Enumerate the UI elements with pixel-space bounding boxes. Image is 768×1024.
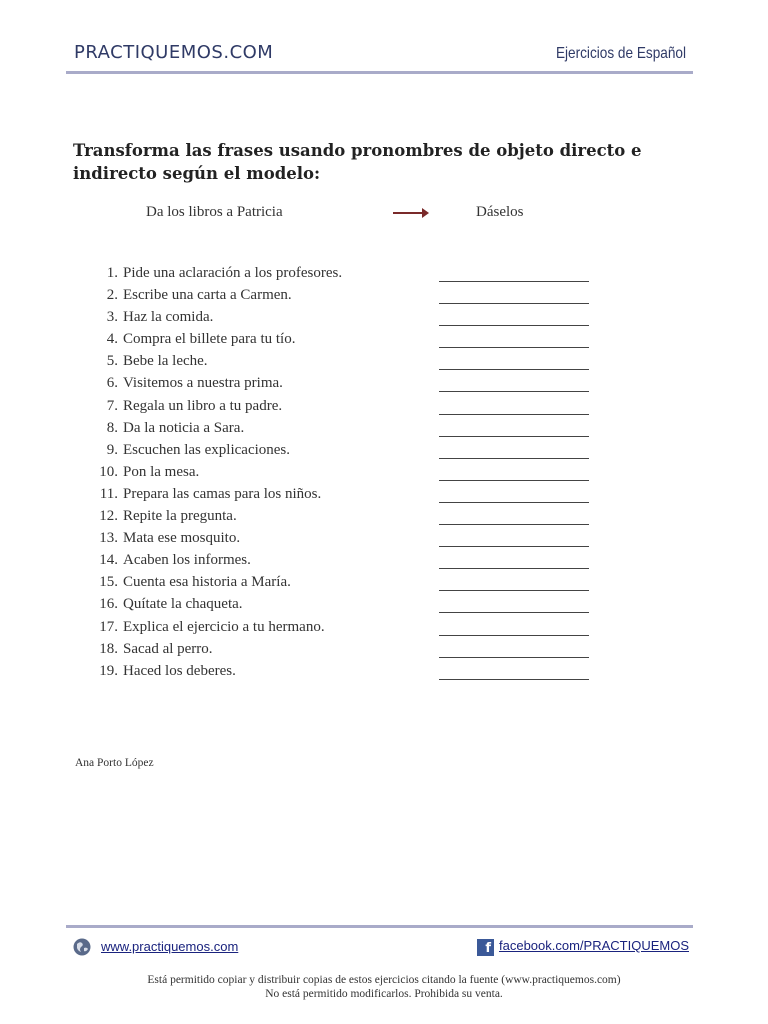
item-number: 10. xyxy=(99,463,118,480)
item-sentence: Prepara las camas para los niños. xyxy=(123,485,322,502)
answer-blank[interactable] xyxy=(439,502,589,503)
list-item xyxy=(90,419,610,441)
list-item xyxy=(90,330,610,352)
facebook-icon: f xyxy=(477,939,494,956)
item-sentence: Escribe una carta a Carmen. xyxy=(123,287,292,304)
item-sentence: Regala un libro a tu padre. xyxy=(123,397,283,414)
copyright-note xyxy=(0,973,768,1001)
item-number: 1. xyxy=(106,265,118,281)
item-number: 15. xyxy=(99,574,118,591)
item-number: 16. xyxy=(99,596,118,613)
footer-divider xyxy=(66,925,693,928)
answer-blank[interactable] xyxy=(439,546,589,547)
list-item xyxy=(90,441,610,463)
answer-blank[interactable] xyxy=(439,480,589,481)
globe-icon xyxy=(73,938,91,956)
item-sentence: Escuchen las explicaciones. xyxy=(123,441,291,458)
answer-blank[interactable] xyxy=(439,391,589,392)
item-sentence: Visitemos a nuestra prima. xyxy=(123,375,283,392)
answer-blank[interactable] xyxy=(439,590,589,591)
exercise-list xyxy=(90,264,610,684)
answer-blank[interactable] xyxy=(439,436,589,437)
list-item xyxy=(90,640,610,662)
item-number: 5. xyxy=(106,353,118,370)
item-sentence: Acaben los informes. xyxy=(123,552,251,569)
answer-blank[interactable] xyxy=(439,635,589,636)
item-number: 18. xyxy=(99,640,118,657)
item-sentence: Pon la mesa. xyxy=(123,463,200,480)
item-number: 9. xyxy=(106,441,118,458)
list-item xyxy=(90,264,610,286)
answer-blank[interactable] xyxy=(439,369,589,370)
item-number: 11. xyxy=(99,485,118,502)
item-number: 4. xyxy=(106,331,118,348)
answer-blank[interactable] xyxy=(439,325,589,326)
item-number: 14. xyxy=(99,552,118,569)
answer-blank[interactable] xyxy=(439,303,589,304)
item-number: 17. xyxy=(99,618,118,635)
list-item xyxy=(90,618,610,640)
list-item xyxy=(90,551,610,573)
item-sentence: Bebe la leche. xyxy=(123,353,208,370)
exercise-instruction: Transforma las frases usando pronombres de objeto directo e indirecto según el modelo: xyxy=(73,141,642,183)
list-item xyxy=(90,308,610,330)
header-divider xyxy=(66,71,693,74)
item-number: 19. xyxy=(99,662,118,679)
item-number: 8. xyxy=(106,419,118,436)
answer-blank[interactable] xyxy=(439,568,589,569)
list-item xyxy=(90,485,610,507)
model-sentence: Da los libros a Patricia xyxy=(146,204,283,220)
list-item xyxy=(90,374,610,396)
item-sentence: Explica el ejercicio a tu hermano. xyxy=(123,618,325,635)
item-number: 7. xyxy=(106,397,118,414)
item-sentence: Quítate la chaqueta. xyxy=(123,596,243,613)
answer-blank[interactable] xyxy=(439,414,589,415)
model-answer: Dáselos xyxy=(476,204,524,220)
arrow-right-icon xyxy=(393,207,429,219)
list-item xyxy=(90,573,610,595)
copyright-line-2: No está permitido modificarlos. Prohibida su venta. xyxy=(265,988,503,1000)
item-sentence: Pide una aclaración a los profesores. xyxy=(123,265,343,281)
section-title: Ejercicios de Español xyxy=(555,45,686,62)
item-number: 2. xyxy=(106,287,118,304)
answer-blank[interactable] xyxy=(439,657,589,658)
list-item xyxy=(90,662,610,684)
answer-blank[interactable] xyxy=(439,281,589,282)
answer-blank[interactable] xyxy=(439,458,589,459)
item-sentence: Compra el billete para tu tío. xyxy=(123,331,296,348)
answer-blank[interactable] xyxy=(439,347,589,348)
answer-blank[interactable] xyxy=(439,679,589,680)
list-item xyxy=(90,286,610,308)
copyright-line-1: Está permitido copiar y distribuir copias de estos ejercicios citando la fuente (www.practiquemos.com) xyxy=(147,974,621,986)
item-sentence: Sacad al perro. xyxy=(123,640,213,657)
answer-blank[interactable] xyxy=(439,612,589,613)
list-item xyxy=(90,595,610,617)
list-item xyxy=(90,352,610,374)
item-sentence: Mata ese mosquito. xyxy=(123,530,241,547)
facebook-link[interactable]: facebook.com/PRACTIQUEMOS xyxy=(499,938,689,953)
item-sentence: Da la noticia a Sara. xyxy=(123,419,245,436)
list-item xyxy=(90,397,610,419)
author: Ana Porto López xyxy=(75,757,154,769)
site-name: PRACTIQUEMOS.COM xyxy=(74,42,274,63)
list-item xyxy=(90,507,610,529)
website-link[interactable]: www.practiquemos.com xyxy=(101,939,239,954)
list-item xyxy=(90,529,610,551)
item-sentence: Haced los deberes. xyxy=(123,662,236,679)
item-number: 12. xyxy=(99,508,118,525)
item-number: 13. xyxy=(99,530,118,547)
item-number: 6. xyxy=(106,375,118,392)
item-sentence: Repite la pregunta. xyxy=(123,508,237,525)
item-sentence: Haz la comida. xyxy=(123,309,214,326)
item-sentence: Cuenta esa historia a María. xyxy=(123,574,291,591)
list-item xyxy=(90,463,610,485)
answer-blank[interactable] xyxy=(439,524,589,525)
item-number: 3. xyxy=(106,309,118,326)
